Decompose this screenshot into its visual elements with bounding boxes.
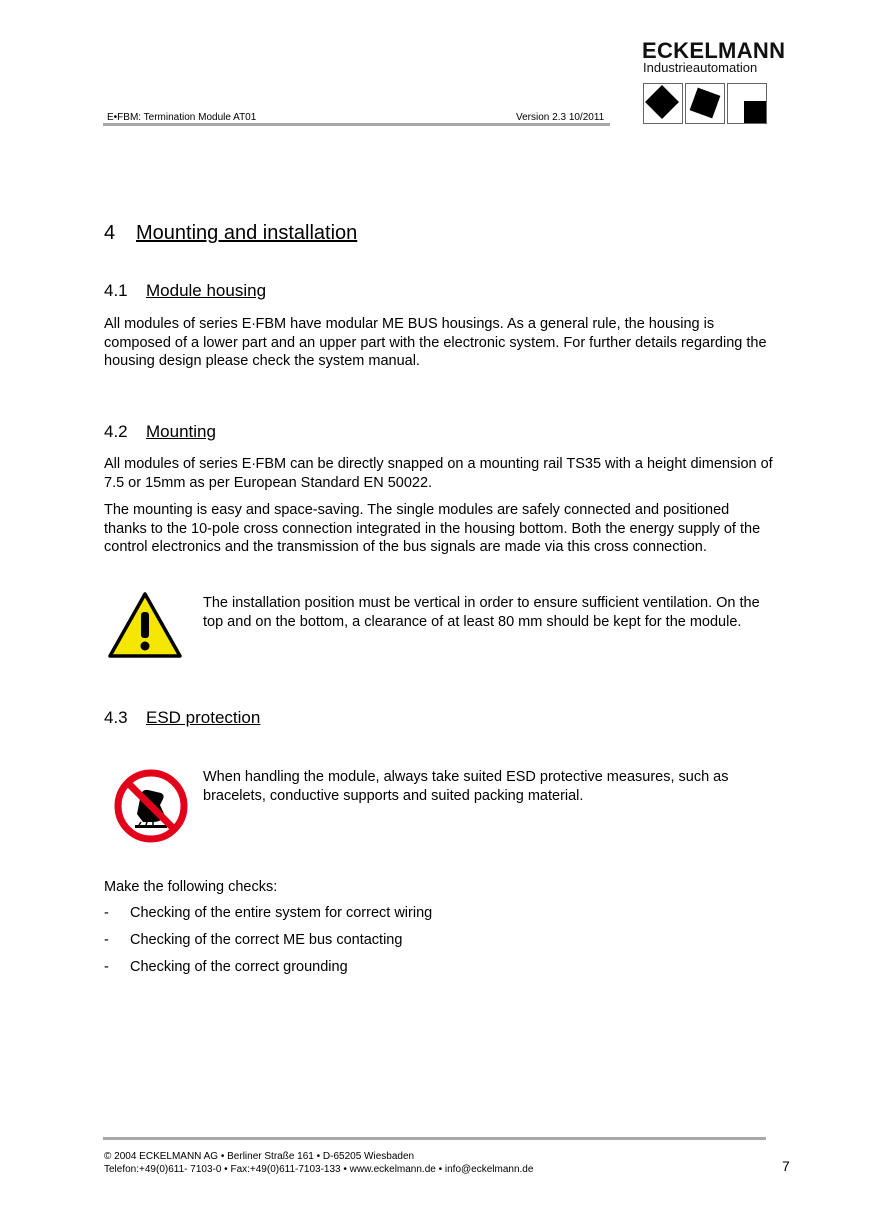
checks-intro: Make the following checks: [104,879,278,895]
section-4-2-heading [104,422,216,442]
bullet-dash: - [104,905,109,921]
logo-square-1 [643,83,683,124]
section-4-3-number: 4.3 [104,708,128,727]
section-4-1-heading [104,281,266,301]
document-title: E•FBM: Termination Module AT01 [107,112,257,123]
section-4-heading [104,222,357,245]
check-item-text: Checking of the entire system for correct wiring [130,905,433,921]
check-item-text: Checking of the correct grounding [130,959,348,975]
document-version: Version 2.3 10/2011 [516,112,605,123]
section-4-2-number: 4.2 [104,422,128,441]
page-number: 7 [782,1158,790,1174]
check-item [104,932,402,948]
section-4-1-number: 4.1 [104,281,128,300]
check-item [104,959,348,975]
warning-triangle-icon [108,592,182,658]
esd-note-text: When handling the module, always take suited ESD protective measures, such as bracelets, conductive supports and suited packing material. [203,769,729,804]
footer-address: © 2004 ECKELMANN AG • Berliner Straße 161 • D-65205 Wiesbaden [104,1151,415,1162]
check-item [104,905,432,921]
mounting-paragraph-2: The mounting is easy and space-saving. The single modules are safely connected and positioned thanks to the 10-pole cross connection integrated in the housing bottom. Both the energy supply of the control electronics and the transmission of the bus signals are made via this cross connection. [104,502,761,555]
logo-square-3 [727,83,767,124]
section-4-3-heading [104,708,260,728]
section-4-number: 4 [104,222,116,244]
section-4-3-title: ESD protection [146,708,261,727]
no-touch-esd-icon [113,768,189,844]
section-4-title: Mounting and installation [136,222,358,244]
company-logo-subtitle: Industrieautomation [643,60,758,75]
warning-note-text: The installation position must be vertical in order to ensure sufficient ventilation. On the top and on the bottom, a clearance of at least 80 mm should be kept for the module. [203,595,760,630]
section-4-2-title: Mounting [146,422,216,441]
footer-contact: Telefon:+49(0)611- 7103-0 • Fax:+49(0)611-7103-133 • www.eckelmann.de • info@eckelmann.de [104,1164,534,1175]
check-item-text: Checking of the correct ME bus contacting [130,932,403,948]
company-logo-name: ECKELMANN [642,38,786,63]
module-housing-paragraph: All modules of series E∙FBM have modular ME BUS housings. As a general rule, the housing is composed of a lower part and an upper part with the electronic system. For further details regarding the housing design please check the system manual. [104,316,767,369]
bullet-dash: - [104,959,109,975]
section-4-1-title: Module housing [146,281,267,300]
logo-square-2 [685,83,725,124]
bullet-dash: - [104,932,109,948]
header-divider [103,123,610,126]
mounting-paragraph-1: All modules of series E∙FBM can be directly snapped on a mounting rail TS35 with a height dimension of 7.5 or 15mm as per European Standard EN 50022. [104,456,773,491]
footer-divider [103,1137,766,1140]
